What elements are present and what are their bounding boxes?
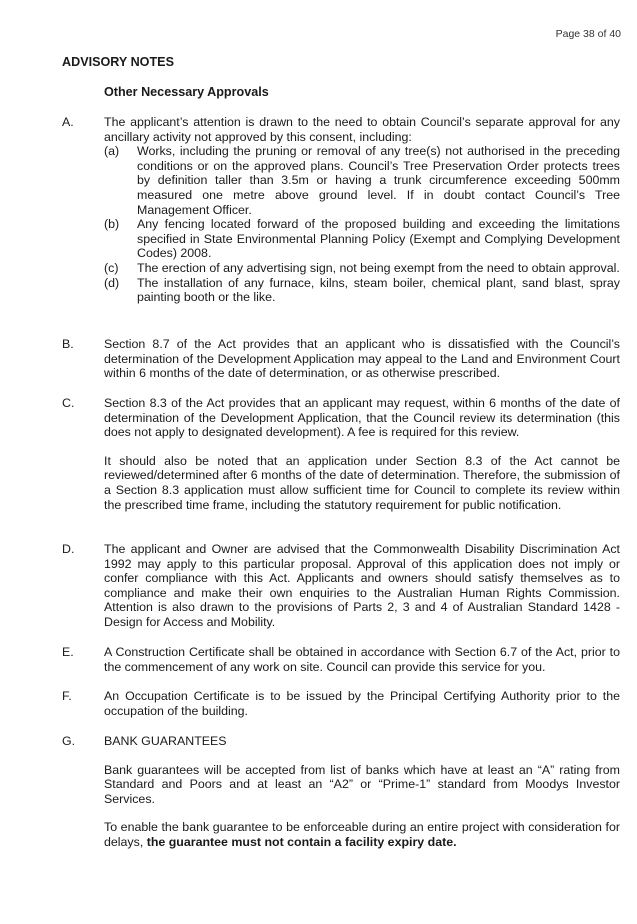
note-b-text: Section 8.7 of the Act provides that an applicant who is dissatisfied with the Council’s determination of the Development Application may appeal to the Land and Environment Court within 6 months of the date of determination, or as otherwise prescribed.	[104, 337, 620, 381]
note-d-text: The applicant and Owner are advised that the Commonwealth Disability Discrimination Act 1992 may apply to this particular proposal. Approval of this application does not imply or confer compliance with this Act. Applicants and owners should satisfy themselves as to compliance and make their own enquiries to the Australian Human Rights Commission. Attention is also drawn to the provisions of Parts 2, 3 and 4 of Australian Standard 1428 - Design for Access and Mobility.	[104, 542, 620, 629]
note-letter: F.	[62, 689, 72, 703]
note-e	[62, 645, 620, 674]
note-letter: B.	[62, 337, 74, 351]
item-marker: (c)	[104, 260, 119, 275]
page-heading: ADVISORY NOTES	[62, 55, 174, 69]
note-g-paragraph-1: Bank guarantees will be accepted from list of banks which have at least an “A” rating from Standard and Poors and at least an “A2” or “Prime-1” standard from Moodys Investor Services.	[104, 762, 620, 806]
item-text: Works, including the pruning or removal of any tree(s) not authorised in the preceding conditions or on the approved plans. Council’s Tree Preservation Order protects trees by definition taller than 3.5m or having a trunk circumference exceeding 500mm measured one metre above ground level. If in doubt contact Council’s Tree Management Officer.	[137, 144, 620, 217]
item-text: Any fencing located forward of the proposed building and exceeding the limitations specified in State Environmental Planning Policy (Exempt and Complying Development Codes) 2008.	[137, 217, 620, 261]
note-g-paragraph-2	[104, 820, 620, 849]
note-letter: D.	[62, 542, 75, 556]
note-f	[62, 689, 620, 718]
item-marker: (d)	[104, 275, 120, 290]
note-a-intro: The applicant’s attention is drawn to the need to obtain Council’s separate approval for any ancillary activity not approved by this consent, including:	[104, 115, 620, 144]
note-letter: G.	[62, 734, 76, 748]
item-marker: (a)	[104, 144, 120, 159]
item-text: The installation of any furnace, kilns, steam boiler, chemical plant, sand blast, spray painting booth or the like.	[137, 275, 620, 305]
note-e-text: A Construction Certificate shall be obtained in accordance with Section 6.7 of the Act, prior to the commencement of any work on site. Council can provide this service for you.	[104, 645, 620, 674]
note-c-paragraph-1: Section 8.3 of the Act provides that an applicant may request, within 6 months of the date of determination of the Development Application, that the Council review its determination (this does not apply to designated development). A fee is required for this review.	[104, 396, 620, 440]
section-subheading: Other Necessary Approvals	[104, 85, 269, 99]
note-g-paragraph-2-text: To enable the bank guarantee to be enforceable during an entire project with consideration for delays,	[104, 820, 620, 849]
note-f-text: An Occupation Certificate is to be issued by the Principal Certifying Authority prior to the occupation of the building.	[104, 689, 620, 718]
note-g-title: BANK GUARANTEES	[104, 734, 227, 748]
item-marker: (b)	[104, 217, 120, 232]
note-letter: A.	[62, 115, 74, 129]
note-a-item-c	[104, 261, 620, 276]
note-g-emphasis: the guarantee must not contain a facility expiry date.	[146, 834, 457, 849]
page-number: Page 38 of 40	[555, 28, 621, 40]
note-d	[62, 542, 620, 630]
note-a-item-b	[104, 217, 620, 261]
item-text: The erection of any advertising sign, not being exempt from the need to obtain approval.	[137, 260, 620, 275]
note-c	[62, 396, 620, 512]
note-g	[62, 734, 620, 850]
note-letter: C.	[62, 396, 75, 410]
note-letter: E.	[62, 645, 74, 659]
note-c-paragraph-2: It should also be noted that an application under Section 8.3 of the Act cannot be reviewed/determined after 6 months of the date of determination. Therefore, the submission of a Section 8.3 application must allow sufficient time for Council to complete its review within the prescribed time frame, including the statutory requirement for public notification.	[104, 453, 620, 512]
note-a-item-a	[104, 144, 620, 217]
note-a	[62, 115, 620, 305]
note-b	[62, 337, 620, 381]
note-a-item-d	[104, 276, 620, 305]
